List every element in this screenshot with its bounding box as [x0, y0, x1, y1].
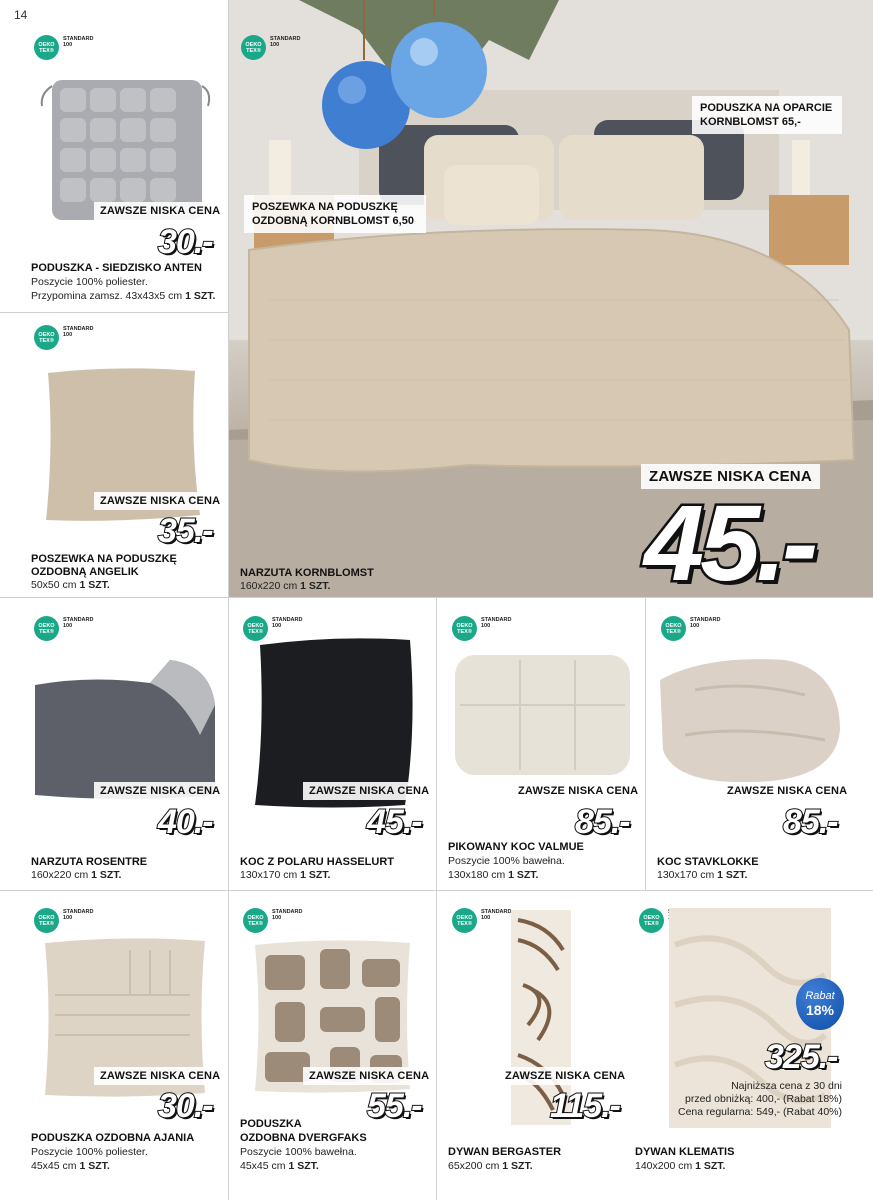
product-desc: 45x45 cm 1 SZT.	[31, 1160, 110, 1172]
product-desc: Poszycie 100% bawełna.	[448, 855, 565, 867]
quilted-blanket-image	[450, 650, 635, 780]
oeko-tex-logo-icon: OEKO TEX®	[243, 616, 268, 641]
hero-price: 45.-	[644, 482, 815, 603]
oeko-tex-logo-icon: OEKO TEX®	[452, 616, 477, 641]
hero-product-desc: 160x220 cm 1 SZT.	[240, 580, 331, 592]
product-desc: 140x200 cm 1 SZT.	[635, 1160, 726, 1172]
oeko-tex-badge: OEKO TEX® STANDARD 100	[241, 35, 300, 60]
product-title: KOC STAVKLOKKE	[657, 856, 759, 868]
oeko-tex-badge: OEKO TEX® STANDARD 100	[243, 616, 302, 641]
always-low-price-tag: ZAWSZE NISKA CENA	[94, 782, 226, 800]
price: 55.-	[367, 1087, 422, 1125]
product-title: NARZUTA ROSENTRE	[31, 856, 148, 868]
oeko-tex-logo-icon: OEKO TEX®	[452, 908, 477, 933]
oeko-tex-logo-icon: OEKO TEX®	[241, 35, 266, 60]
oeko-tex-logo-icon: OEKO TEX®	[34, 35, 59, 60]
product-desc: 130x180 cm 1 SZT.	[448, 869, 539, 881]
divider	[0, 890, 873, 891]
product-desc: Przypomina zamsz. 43x43x5 cm 1 SZT.	[31, 290, 216, 302]
divider	[436, 597, 437, 1200]
product-desc: 65x200 cm 1 SZT.	[448, 1160, 533, 1172]
product-desc: Poszycie 100% poliester.	[31, 276, 148, 288]
always-low-price-tag: ZAWSZE NISKA CENA	[94, 1067, 226, 1085]
oeko-tex-logo-icon: OEKO TEX®	[243, 908, 268, 933]
discount-badge: Rabat 18%	[796, 978, 844, 1030]
always-low-price-tag: ZAWSZE NISKA CENA	[721, 782, 853, 800]
product-title: DYWAN BERGASTER	[448, 1146, 562, 1158]
price: 35.-	[158, 512, 213, 550]
price: 325.-	[765, 1038, 838, 1076]
divider	[228, 597, 229, 1200]
page-number: 14	[14, 8, 28, 22]
hero-product-title: NARZUTA KORNBLOMST	[240, 567, 374, 579]
price-note: Cena regularna: 549,- (Rabat 40%)	[677, 1106, 842, 1118]
oeko-tex-logo-icon: OEKO TEX®	[639, 908, 664, 933]
product-desc: 130x170 cm 1 SZT.	[240, 869, 331, 881]
divider	[0, 312, 228, 313]
product-title: DYWAN KLEMATIS	[635, 1146, 735, 1158]
faux-fur-blanket-image	[655, 650, 845, 790]
price: 85.-	[783, 803, 838, 841]
product-desc: 45x45 cm 1 SZT.	[240, 1160, 319, 1172]
product-title: PODUSZKA - SIEDZISKO ANTEN	[31, 262, 202, 274]
oeko-tex-badge: OEKO TEX® STANDARD 100	[452, 616, 511, 641]
always-low-price-tag: ZAWSZE NISKA CENA	[512, 782, 644, 800]
oeko-tex-badge: OEKO TEX® STANDARD 100	[661, 616, 720, 641]
oeko-tex-badge: OEKO TEX® STANDARD 100	[34, 325, 93, 350]
hero-callout-pillowcase: POSZEWKA NA PODUSZKĘ OZDOBNĄ KORNBLOMST 6,50	[244, 195, 426, 233]
price: 85.-	[575, 803, 630, 841]
always-low-price-tag: ZAWSZE NISKA CENA	[303, 1067, 435, 1085]
oeko-tex-badge: OEKO TEX® STANDARD 100	[34, 616, 93, 641]
product-desc: Poszycie 100% bawełna.	[240, 1146, 357, 1158]
oeko-tex-badge: OEKO TEX® STANDARD 100	[34, 908, 93, 933]
always-low-price-tag: ZAWSZE NISKA CENA	[499, 1067, 631, 1085]
price-note: Najniższa cena z 30 dni	[731, 1080, 842, 1092]
oeko-tex-badge: OEKO TEX® STANDARD 100	[34, 35, 93, 60]
product-desc: 160x220 cm 1 SZT.	[31, 869, 122, 881]
hero-callout-backrest-pillow: PODUSZKA NA OPARCIE KORNBLOMST 65,-	[692, 96, 842, 134]
oeko-tex-logo-icon: OEKO TEX®	[34, 616, 59, 641]
product-title: PIKOWANY KOC VALMUE	[448, 841, 584, 853]
always-low-price-tag: ZAWSZE NISKA CENA	[94, 492, 226, 510]
oeko-tex-logo-icon: OEKO TEX®	[34, 908, 59, 933]
price: 30.-	[158, 1087, 213, 1125]
price: 40.-	[158, 803, 213, 841]
product-title: KOC Z POLARU HASSELURT	[240, 856, 394, 868]
always-low-price-tag: ZAWSZE NISKA CENA	[303, 782, 435, 800]
oeko-tex-logo-icon: OEKO TEX®	[661, 616, 686, 641]
product-desc: Poszycie 100% poliester.	[31, 1146, 148, 1158]
product-title: OZDOBNA DVERGFAKS	[240, 1132, 367, 1144]
product-title: PODUSZKA OZDOBNA AJANIA	[31, 1132, 195, 1144]
divider	[645, 597, 646, 890]
always-low-price-tag: ZAWSZE NISKA CENA	[641, 464, 820, 489]
product-desc: 130x170 cm 1 SZT.	[657, 869, 748, 881]
price: 115.-	[550, 1087, 620, 1125]
product-title: POSZEWKA NA PODUSZKĘ	[31, 553, 177, 565]
oeko-tex-badge: OEKO TEX® STANDARD 100	[243, 908, 302, 933]
price-note: przed obniżką: 400,- (Rabat 18%)	[684, 1093, 842, 1105]
product-title: PODUSZKA	[240, 1118, 302, 1130]
oeko-tex-badge: OEKO TEX® STANDARD 100	[452, 908, 511, 933]
product-desc: 50x50 cm 1 SZT.	[31, 579, 110, 591]
product-title: OZDOBNĄ ANGELIK	[31, 566, 139, 578]
price: 30.-	[158, 223, 213, 261]
price: 45.-	[367, 803, 422, 841]
always-low-price-tag: ZAWSZE NISKA CENA	[94, 202, 226, 220]
oeko-tex-logo-icon: OEKO TEX®	[34, 325, 59, 350]
